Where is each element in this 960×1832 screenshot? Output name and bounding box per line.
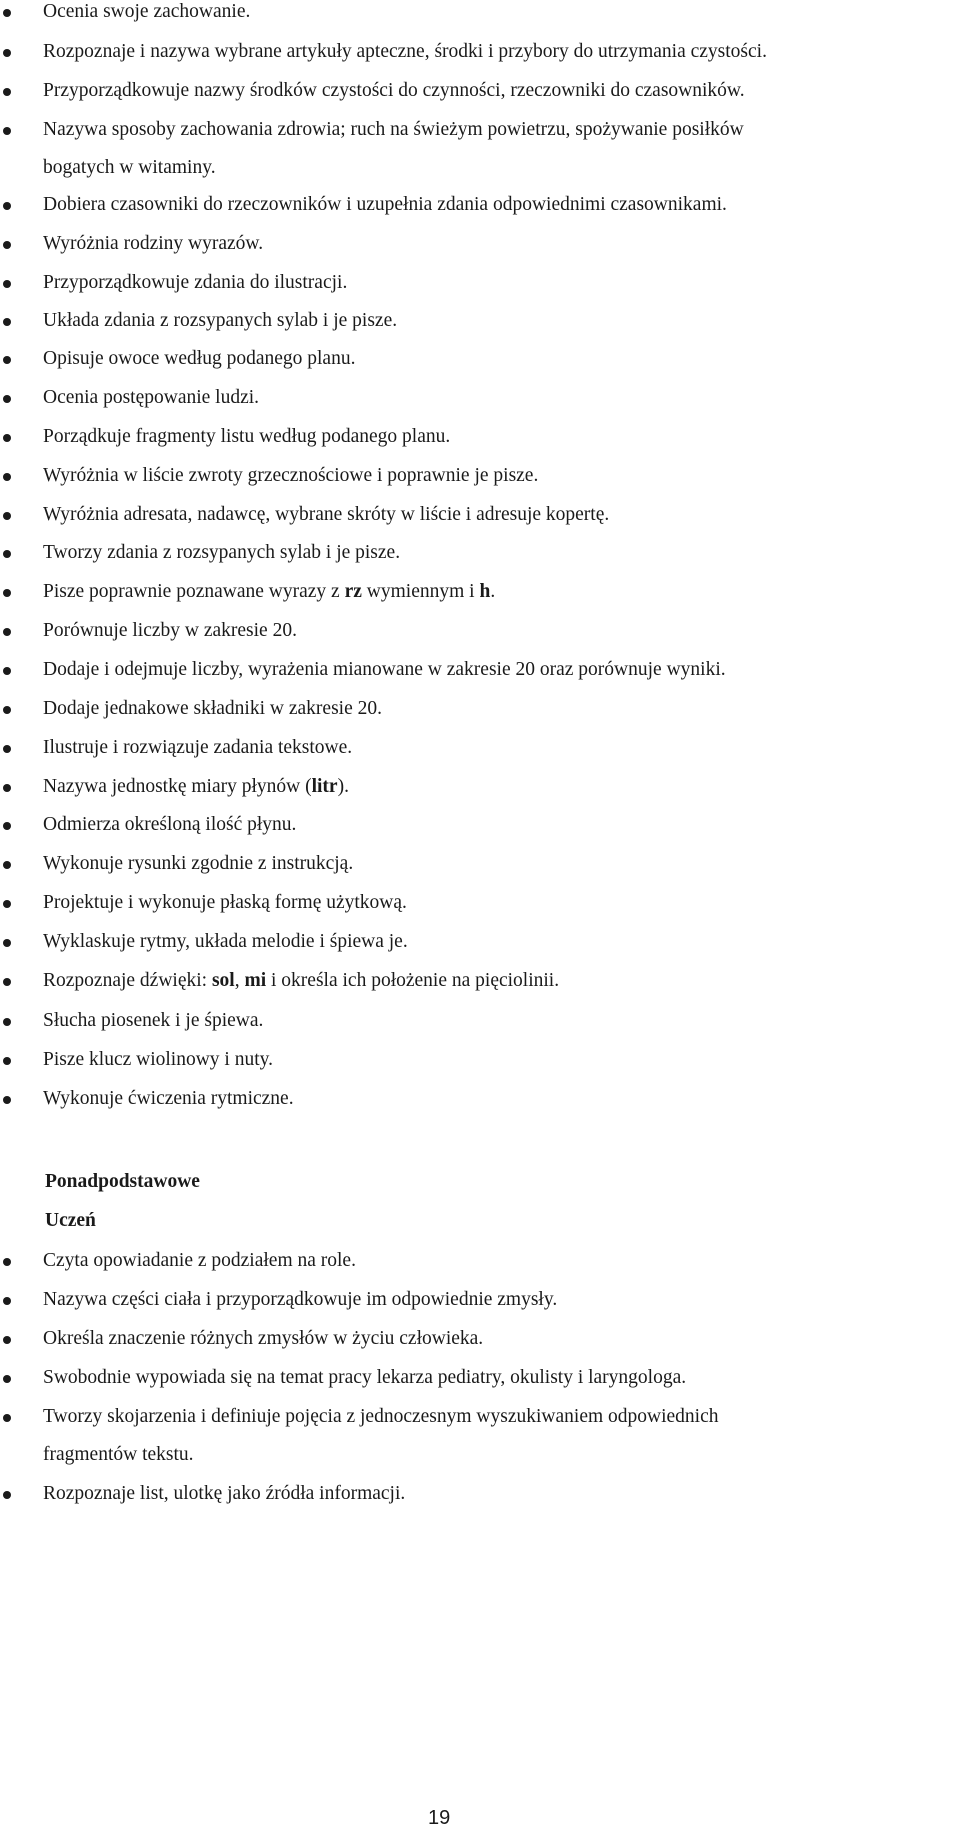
list-item: Czyta opowiadanie z podziałem na role.: [43, 1250, 356, 1271]
bold-term: rz: [344, 581, 362, 602]
bullet-icon: [3, 512, 11, 520]
bullet-icon: [3, 49, 11, 57]
bullet-icon: [3, 1297, 11, 1305]
list-item-continuation: fragmentów tekstu.: [43, 1444, 194, 1465]
bullet-icon: [3, 473, 11, 481]
list-item: Dobiera czasowniki do rzeczowników i uzupełnia zdania odpowiednimi czasownikami.: [43, 194, 727, 215]
bullet-icon: [3, 667, 11, 675]
list-item: Nazywa sposoby zachowania zdrowia; ruch na świeżym powietrzu, spożywanie posiłków: [43, 119, 744, 140]
bullet-icon: [3, 978, 11, 986]
list-item: Wykonuje rysunki zgodnie z instrukcją.: [43, 853, 354, 874]
bullet-icon: [3, 939, 11, 947]
list-item: Projektuje i wykonuje płaską formę użytkową.: [43, 892, 407, 913]
list-item: Słucha piosenek i je śpiewa.: [43, 1010, 264, 1031]
list-item: Rozpoznaje list, ulotkę jako źródła informacji.: [43, 1483, 406, 1504]
list-item: Tworzy zdania z rozsypanych sylab i je pisze.: [43, 542, 401, 563]
bullet-icon: [3, 1096, 11, 1104]
bullet-icon: [3, 241, 11, 249]
list-item: Wykonuje ćwiczenia rytmiczne.: [43, 1088, 294, 1109]
list-item: Ocenia swoje zachowanie.: [43, 1, 251, 22]
bullet-icon: [3, 628, 11, 636]
bullet-icon: [3, 706, 11, 714]
bullet-icon: [3, 1018, 11, 1026]
list-item: [43, 969, 559, 993]
list-item: Przyporządkowuje nazwy środków czystości do czynności, rzeczowniki do czasowników.: [43, 80, 745, 101]
bullet-icon: [3, 202, 11, 210]
list-item: [43, 580, 495, 604]
bullet-icon: [3, 822, 11, 830]
section-subheading: Uczeń: [45, 1210, 96, 1231]
list-item: Rozpoznaje i nazywa wybrane artykuły apteczne, środki i przybory do utrzymania czystości.: [43, 41, 767, 62]
list-item: Tworzy skojarzenia i definiuje pojęcia z jednoczesnym wyszukiwaniem odpowiednich: [43, 1406, 719, 1427]
list-item: Opisuje owoce według podanego planu.: [43, 348, 356, 369]
bullet-icon: [3, 1414, 11, 1422]
bullet-icon: [3, 1336, 11, 1344]
text-span: Pisze poprawnie poznawane wyrazy z: [43, 581, 345, 602]
text-span: .: [490, 581, 496, 602]
bullet-icon: [3, 861, 11, 869]
list-item: Układa zdania z rozsypanych sylab i je pisze.: [43, 310, 398, 331]
bullet-icon: [3, 318, 11, 326]
list-item: Wyróżnia w liście zwroty grzecznościowe i poprawnie je pisze.: [43, 465, 539, 486]
bold-term: sol: [211, 970, 235, 991]
list-item: Dodaje jednakowe składniki w zakresie 20.: [43, 698, 382, 719]
bullet-icon: [3, 784, 11, 792]
bullet-icon: [3, 900, 11, 908]
text-span: wymiennym i: [361, 581, 480, 602]
list-item-continuation: bogatych w witaminy.: [43, 157, 216, 178]
list-item: Dodaje i odejmuje liczby, wyrażenia mianowane w zakresie 20 oraz porównuje wyniki.: [43, 659, 726, 680]
bullet-icon: [3, 550, 11, 558]
list-item: Odmierza określoną ilość płynu.: [43, 814, 297, 835]
list-item: [43, 775, 349, 799]
bullet-icon: [3, 1258, 11, 1266]
text-span: i określa ich położenie na pięciolinii.: [266, 970, 560, 991]
bullet-icon: [3, 589, 11, 597]
list-item: Wyklaskuje rytmy, układa melodie i śpiewa je.: [43, 931, 408, 952]
text-span: ,: [234, 970, 245, 991]
bullet-icon: [3, 1057, 11, 1065]
bullet-icon: [3, 1375, 11, 1383]
list-item: Ocenia postępowanie ludzi.: [43, 387, 260, 408]
bold-term: h: [479, 581, 491, 602]
list-item: Ilustruje i rozwiązuje zadania tekstowe.: [43, 737, 353, 758]
bold-term: mi: [244, 970, 267, 991]
bullet-icon: [3, 745, 11, 753]
list-item: Nazywa części ciała i przyporządkowuje im odpowiednie zmysły.: [43, 1289, 558, 1310]
list-item: Porządkuje fragmenty listu według podanego planu.: [43, 426, 451, 447]
section-heading: Ponadpodstawowe: [45, 1171, 200, 1192]
bullet-icon: [3, 395, 11, 403]
bullet-icon: [3, 356, 11, 364]
text-span: Rozpoznaje dźwięki:: [43, 970, 212, 991]
bullet-icon: [3, 127, 11, 135]
bullet-icon: [3, 1491, 11, 1499]
text-span: ).: [337, 776, 349, 797]
bullet-icon: [3, 88, 11, 96]
list-item: Przyporządkowuje zdania do ilustracji.: [43, 272, 348, 293]
list-item: Porównuje liczby w zakresie 20.: [43, 620, 297, 641]
list-item: Swobodnie wypowiada się na temat pracy lekarza pediatry, okulisty i laryngologa.: [43, 1367, 687, 1388]
bullet-icon: [3, 280, 11, 288]
page-number: 19: [428, 1807, 451, 1829]
bullet-icon: [3, 9, 11, 17]
text-span: Nazywa jednostkę miary płynów (: [43, 776, 312, 797]
list-item: Określa znaczenie różnych zmysłów w życiu człowieka.: [43, 1328, 484, 1349]
bold-term: litr: [311, 776, 338, 797]
bullet-icon: [3, 434, 11, 442]
list-item: Wyróżnia rodziny wyrazów.: [43, 233, 264, 254]
list-item: Wyróżnia adresata, nadawcę, wybrane skróty w liście i adresuje kopertę.: [43, 504, 610, 525]
list-item: Pisze klucz wiolinowy i nuty.: [43, 1049, 274, 1070]
